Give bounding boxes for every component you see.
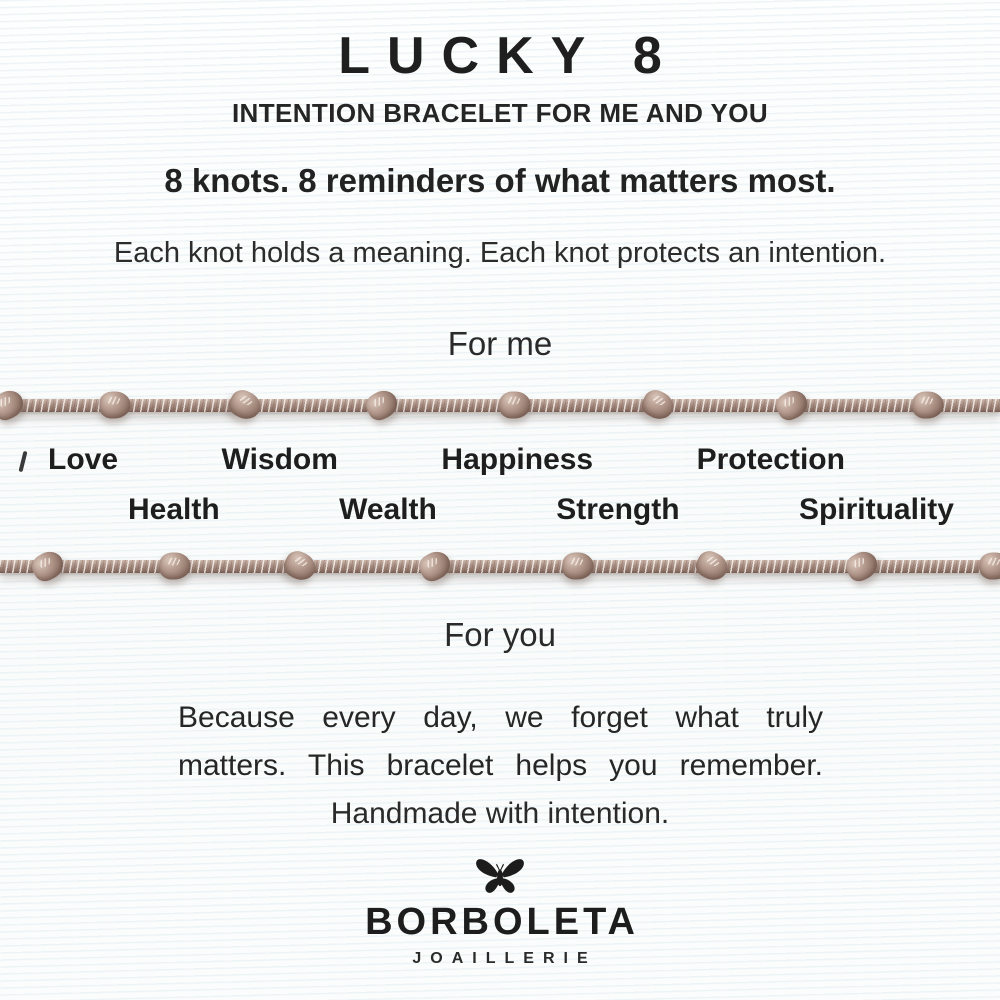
cord-knot [842, 547, 882, 585]
handmade-line: Handmade with intention. [330, 797, 670, 830]
intention-word: Protection [696, 443, 845, 476]
description-paragraph [178, 694, 823, 790]
cord-knot [28, 547, 68, 585]
cord-knot [415, 547, 455, 585]
cord-knot [362, 386, 402, 424]
brand-subname: JOAILLERIE [412, 950, 597, 967]
cord-knot [225, 386, 265, 424]
intention-word: Happiness [441, 443, 594, 476]
product-title: LUCKY 8 [338, 27, 679, 85]
cord-knot [100, 392, 131, 419]
intention-word: Spirituality [798, 493, 954, 526]
bracelet-cord-bottom [0, 551, 1000, 581]
cord-knot [772, 386, 812, 424]
intention-word: Wisdom [221, 443, 338, 476]
for-me-label: For me [447, 325, 553, 362]
cord-knot [563, 553, 594, 580]
cord-knot [500, 392, 531, 419]
cord-knot [913, 392, 944, 419]
for-you-label: For you [444, 616, 556, 653]
intention-word: Strength [556, 493, 680, 526]
cord-knot [692, 547, 732, 585]
paragraph-line-1: Because every day, we forget what truly [178, 701, 823, 734]
tagline: 8 knots. 8 reminders of what matters most. [164, 162, 836, 199]
cord-knot [280, 547, 320, 585]
butterfly-icon [472, 853, 528, 899]
intention-word: Wealth [339, 493, 437, 526]
bracelet-cord-top [0, 390, 1000, 420]
product-subtitle: INTENTION BRACELET FOR ME AND YOU [231, 98, 769, 128]
paragraph-line-2: matters. This bracelet helps you remember. [178, 749, 823, 782]
intention-word: Love [48, 443, 119, 476]
meaning-line: Each knot holds a meaning. Each knot protects an intention. [113, 237, 887, 269]
intention-word: Health [128, 493, 220, 526]
brand-logo [0, 853, 1000, 899]
brand-name: BORBOLETA [365, 901, 639, 943]
cord-knot [980, 553, 1000, 580]
intentions-row-2 [0, 493, 1000, 527]
cord-knot [160, 553, 191, 580]
intentions-row-1 [0, 443, 1000, 477]
cord-knot [638, 386, 678, 424]
